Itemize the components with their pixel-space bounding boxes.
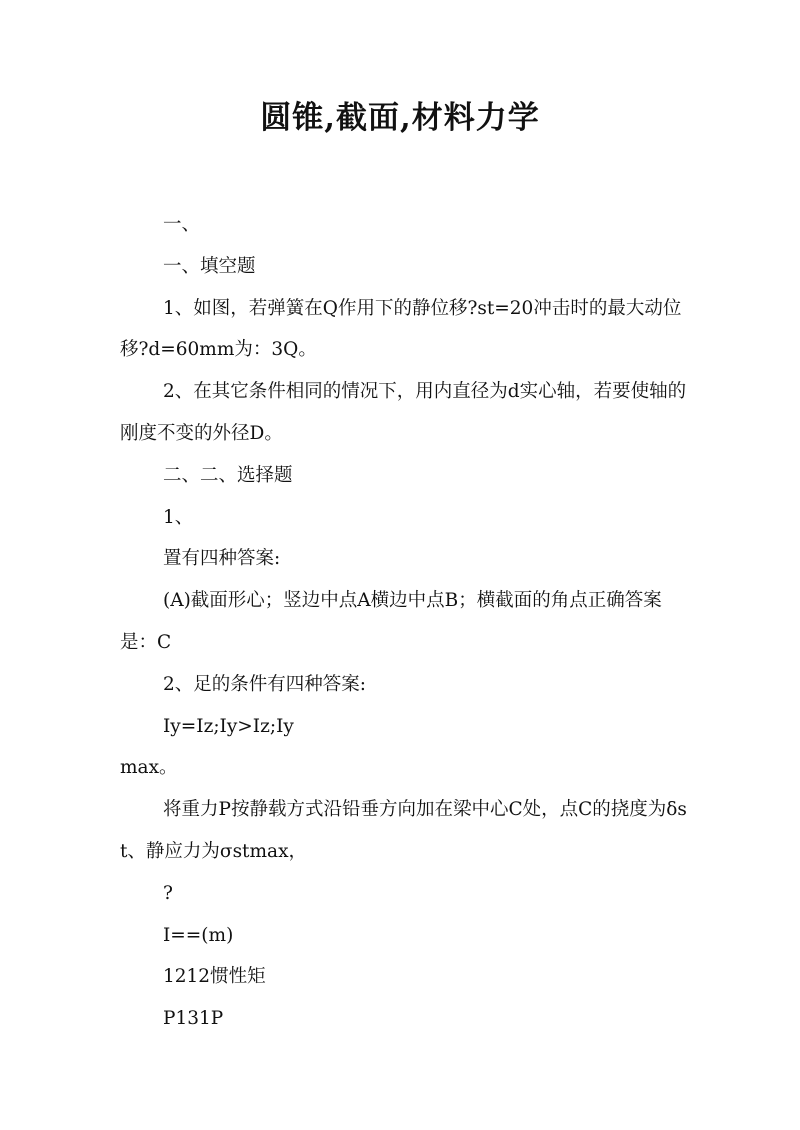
- paragraph-gravity-load: 将重力P按静载方式沿铅垂方向加在梁中心C处，点C的挠度为δst、静应力为σstmax，: [120, 799, 687, 862]
- paragraph-fill-blank-heading: 一、填空题: [163, 255, 256, 277]
- paragraph-inertia-condition: Iy=Iz;Iy>Iz;Iy: [163, 715, 294, 737]
- paragraph-option-a: (A)截面形心；竖边中点A横边中点B；横截面的角点正确答案是：C: [120, 590, 662, 653]
- paragraph-moment-of-inertia: 1212惯性矩: [163, 966, 266, 988]
- document-body: [120, 204, 690, 1040]
- paragraph-choice-1: 1、: [163, 506, 194, 528]
- paragraph-p131p: P131P: [163, 1008, 224, 1030]
- paragraph-choice-heading: 二、二、选择题: [163, 464, 293, 486]
- paragraph-formula-i: I==(m): [163, 924, 234, 946]
- paragraph-question-mark: ?: [163, 882, 173, 904]
- document-title: 圆锥,截面,材料力学: [260, 100, 540, 136]
- paragraph-max: max。: [120, 757, 178, 779]
- paragraph-question-2: 2、在其它条件相同的情况下，用内直径为d实心轴，若要使轴的刚度不变的外径D。: [120, 381, 687, 444]
- paragraph-choice-2: 2、足的条件有四种答案:: [163, 673, 367, 695]
- paragraph-four-answers: 置有四种答案:: [163, 548, 281, 570]
- paragraph-question-1: 1、如图，若弹簧在Q作用下的静位移?st=20冲击时的最大动位移?d=60mm为：3Q。: [120, 297, 682, 361]
- paragraph-section-marker: 一、: [163, 214, 201, 235]
